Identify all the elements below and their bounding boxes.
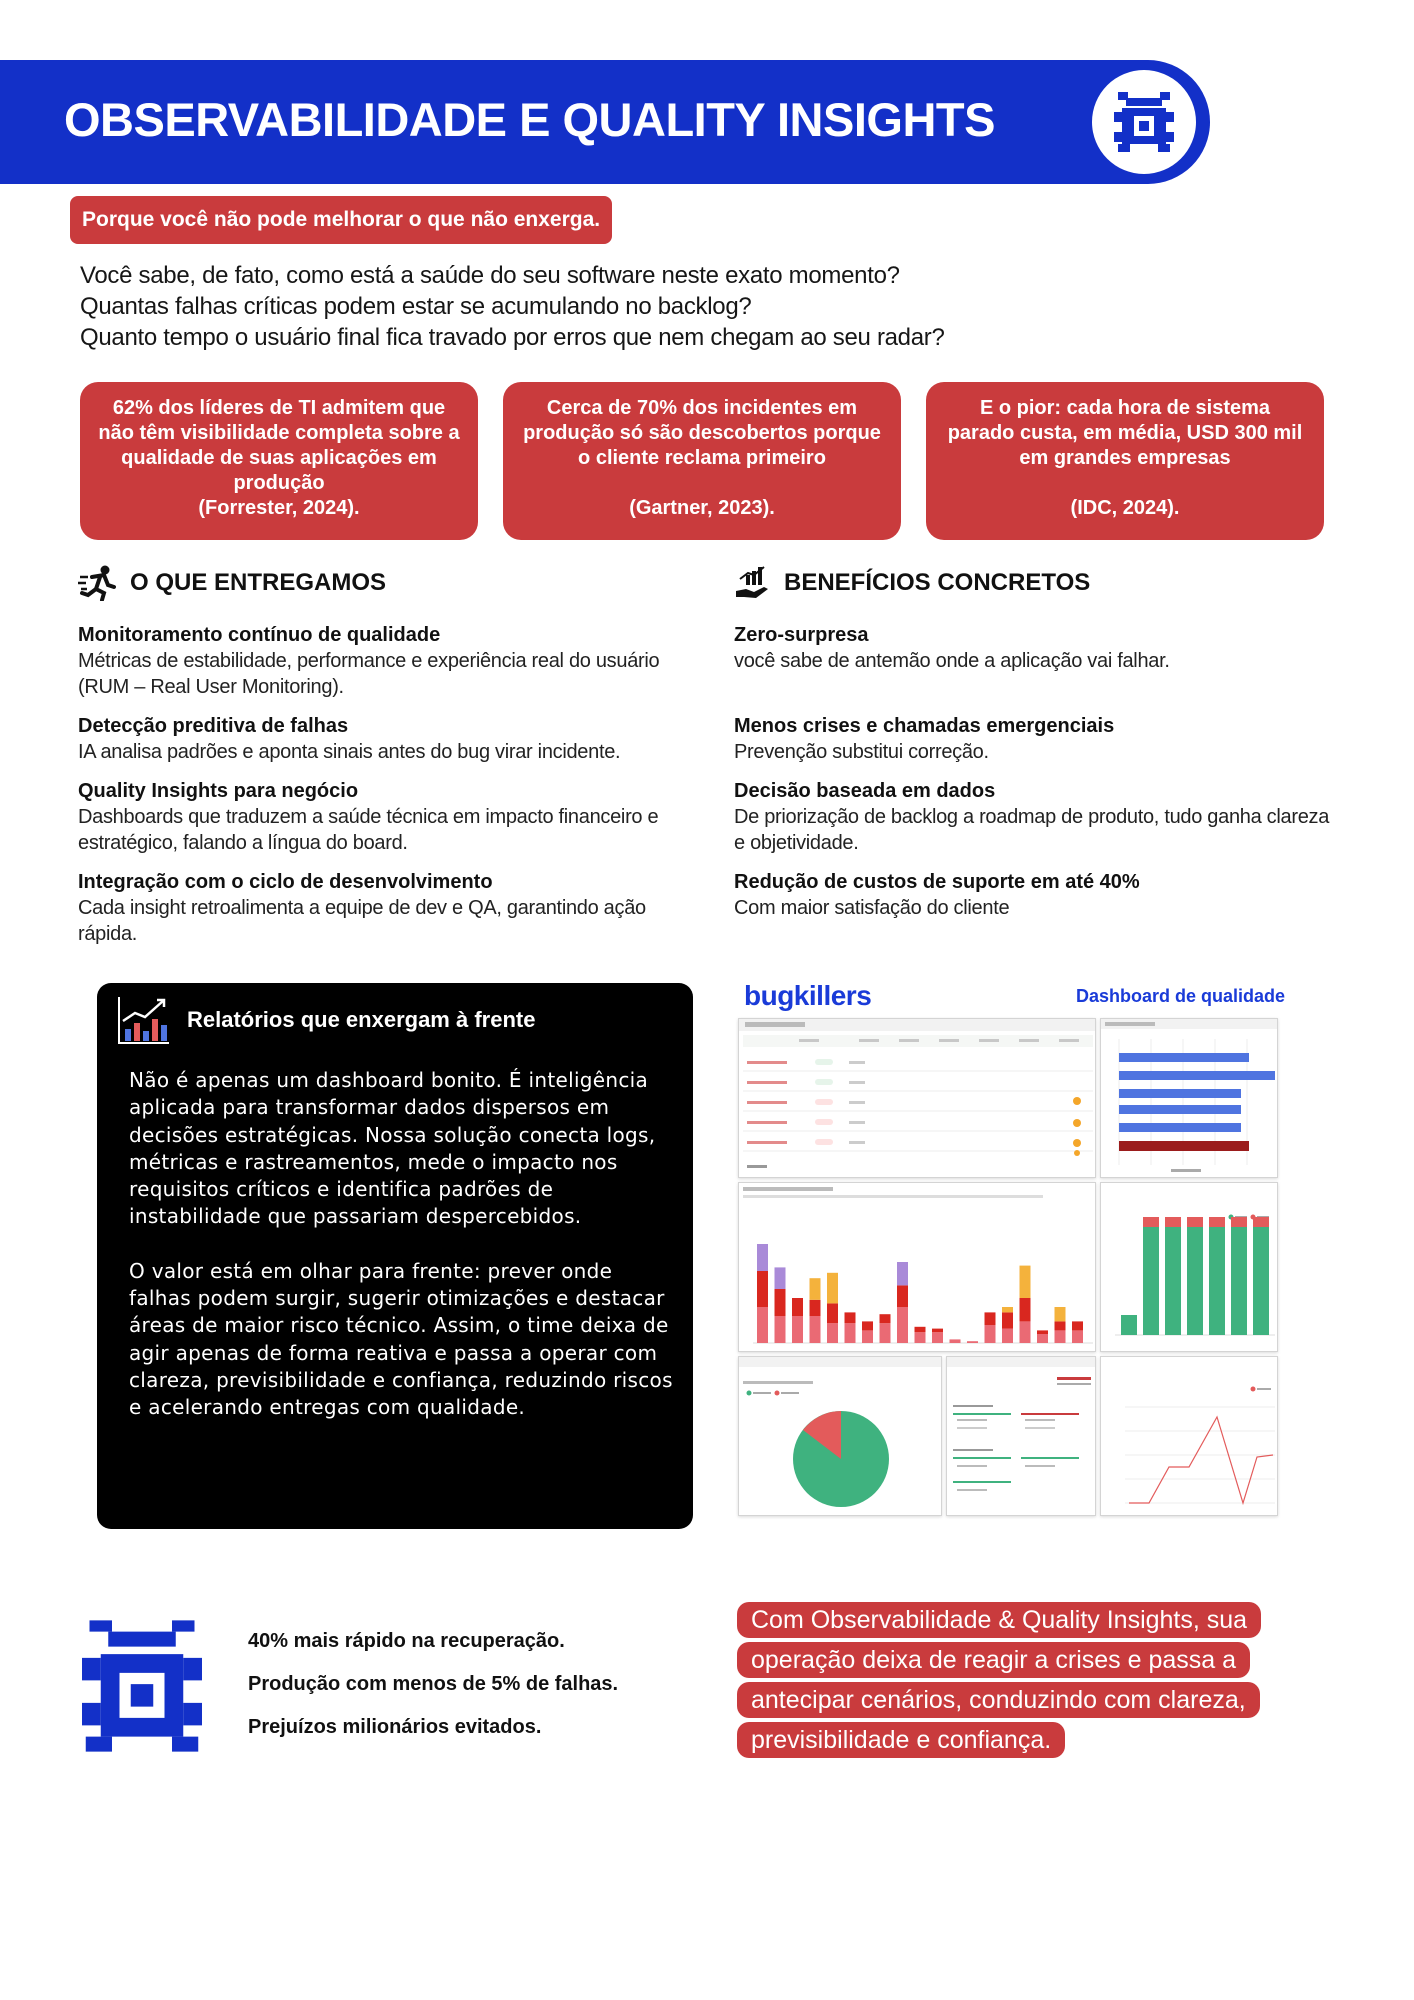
stacked-bar-segment <box>880 1323 891 1343</box>
list-item <box>734 869 1334 921</box>
stat-source: (Forrester, 2024). <box>198 497 360 519</box>
bottom-stats <box>248 1620 618 1749</box>
stacked-bar-segment <box>1037 1330 1048 1334</box>
stacked-bar-segment <box>1002 1312 1013 1328</box>
closing-statement <box>737 1600 1307 1760</box>
bottom-stat: 40% mais rápido na recuperação. <box>248 1630 565 1652</box>
stacked-bar-segment <box>810 1316 821 1343</box>
stacked-bar-segment <box>985 1312 996 1325</box>
stacked-bar-segment <box>827 1273 838 1304</box>
stacked-bars <box>757 1244 1083 1343</box>
list-item <box>734 778 1334 856</box>
page-title: OBSERVABILIDADE E QUALITY INSIGHTS <box>64 93 995 146</box>
pass-bar <box>1121 1315 1137 1335</box>
stacked-bar-segment <box>915 1332 926 1343</box>
hand-growth-icon <box>734 565 770 601</box>
stacked-bar-segment <box>827 1323 838 1343</box>
item-desc: Prevenção substitui correção. <box>734 741 989 763</box>
stacked-bar-segment <box>810 1300 821 1316</box>
benefits-heading <box>734 565 1090 601</box>
fail-bar <box>1253 1217 1269 1227</box>
stacked-bar-segment <box>932 1329 943 1333</box>
stacked-bar-segment <box>775 1289 786 1316</box>
stacked-bar-segment <box>775 1316 786 1343</box>
stacked-bar-segment <box>1055 1321 1066 1330</box>
fail-bar <box>1165 1217 1181 1227</box>
report-title: Relatórios que enxergam à frente <box>187 1007 536 1032</box>
running-person-icon <box>78 565 116 601</box>
stacked-bar-segment <box>845 1312 856 1323</box>
pass-bar <box>1209 1227 1225 1335</box>
intro-line: Quanto tempo o usuário final fica travado por erros que nem chegam ao seu radar? <box>80 324 945 351</box>
stacked-bar-segment <box>1072 1330 1083 1343</box>
item-desc: você sabe de antemão onde a aplicação vai falhar. <box>734 650 1170 672</box>
stacked-bar-segment <box>880 1314 891 1323</box>
item-desc: De priorização de backlog a roadmap de produto, tudo ganha clareza e objetividade. <box>734 806 1330 854</box>
stacked-bar-segment <box>985 1325 996 1343</box>
stat-card-forrester <box>80 382 478 540</box>
pie-thumbnail <box>739 1357 942 1516</box>
fail-bar <box>1209 1217 1225 1227</box>
stacked-bar-segment <box>897 1285 908 1307</box>
stat-text: E o pior: cada hora de sistema parado custa, em média, USD 300 mil em grandes empresas <box>947 397 1303 469</box>
stacked-bar-segment <box>915 1327 926 1332</box>
stacked-bar-segment <box>1072 1321 1083 1330</box>
stacked-bar-segment <box>1020 1298 1031 1321</box>
stacked-bar-segment <box>967 1341 978 1343</box>
closing-text: Com Observabilidade & Quality Insights, sua operação deixa de reagir a crises e passa a antecipar cenários, conduzindo com clareza, previsibilidade e confiança. <box>737 1602 1261 1758</box>
stacked-bar-segment <box>932 1332 943 1343</box>
dashboard-pie-panel <box>738 1356 942 1516</box>
item-title: Detecção preditiva de falhas <box>78 715 349 737</box>
list-item <box>734 713 1334 765</box>
dashboard-title: Dashboard de qualidade <box>1076 986 1286 1006</box>
bottom-stat: Prejuízos milionários evitados. <box>248 1716 542 1738</box>
pass-bar <box>1143 1227 1159 1335</box>
tagline-badge: Porque você não pode melhorar o que não enxerga. <box>70 196 612 244</box>
dashboard-stacked-panel <box>738 1182 1096 1352</box>
stacked-bar-segment <box>775 1267 786 1289</box>
stacked-bar-segment <box>827 1303 838 1323</box>
stacked-bar-segment <box>792 1298 803 1316</box>
brand-logo: bugkillers <box>744 980 872 1011</box>
stacked-bar-thumbnail <box>739 1183 1096 1352</box>
line-series <box>1129 1417 1273 1503</box>
item-desc: Métricas de estabilidade, performance e experiência real do usuário (RUM – Real User Monitoring). <box>78 650 660 698</box>
stat-source: (IDC, 2024). <box>1070 497 1180 519</box>
stacked-bar-segment <box>810 1278 821 1300</box>
stat-text: Cerca de 70% dos incidentes em produção só são descobertos porque o cliente reclama primeiro <box>523 397 881 469</box>
item-title: Decisão baseada em dados <box>734 780 996 802</box>
item-title: Quality Insights para negócio <box>78 780 359 802</box>
dashboard-passfail-panel <box>1100 1182 1278 1352</box>
list-item <box>78 622 678 700</box>
dashboard-table-panel <box>738 1018 1096 1178</box>
stacked-bar-segment <box>757 1307 768 1343</box>
stacked-bar-segment <box>1002 1307 1013 1312</box>
item-desc: Cada insight retroalimenta a equipe de dev e QA, garantindo ação rápida. <box>78 897 646 945</box>
stacked-bar-segment <box>897 1307 908 1343</box>
list-item <box>78 869 678 947</box>
item-title: Zero-surpresa <box>734 624 869 646</box>
stacked-bar-segment <box>1020 1321 1031 1343</box>
line-thumbnail <box>1101 1357 1278 1516</box>
report-paragraph: O valor está em olhar para frente: prever onde falhas podem surgir, sugerir otimizações e destacar áreas de maior risco técnico. Assim, o time deixa de agir apenas de forma reativa e passa a operar com clareza, previsibilidade e confiança, reduzindo riscos e acelerando entregas com qualidade. <box>129 1258 673 1420</box>
item-title: Monitoramento contínuo de qualidade <box>78 624 441 646</box>
deliver-heading-text: O QUE ENTREGAMOS <box>130 569 387 596</box>
stacked-bar-segment <box>897 1262 908 1285</box>
stacked-bar-segment <box>757 1271 768 1307</box>
stacked-bar-segment <box>845 1323 856 1343</box>
stacked-bar-segment <box>1055 1330 1066 1343</box>
fail-bar <box>1143 1217 1159 1227</box>
stacked-bar-segment <box>757 1244 768 1271</box>
pass-bar <box>1187 1227 1203 1335</box>
passfail-thumbnail <box>1101 1183 1278 1352</box>
list-thumbnail <box>947 1357 1096 1516</box>
chart-growth-icon <box>117 995 171 1045</box>
benefits-heading-text: BENEFÍCIOS CONCRETOS <box>784 569 1091 596</box>
intro-questions <box>80 260 1080 353</box>
bottom-stat: Produção com menos de 5% de falhas. <box>248 1673 619 1695</box>
item-desc: IA analisa padrões e aponta sinais antes do bug virar incidente. <box>78 741 621 763</box>
pass-bar <box>1253 1227 1269 1335</box>
fail-bar <box>1187 1217 1203 1227</box>
passfail-bars <box>1121 1217 1269 1335</box>
item-desc: Com maior satisfação do cliente <box>734 897 1010 919</box>
bug-logo-icon <box>82 1620 202 1752</box>
pass-bar <box>1165 1227 1181 1335</box>
dashboard-hbar-panel <box>1100 1018 1278 1178</box>
deliver-heading <box>78 565 386 601</box>
stacked-bar-segment <box>1002 1329 1013 1343</box>
stacked-bar-segment <box>950 1339 961 1343</box>
report-paragraph: Não é apenas um dashboard bonito. É inteligência aplicada para transformar dados dispersos em decisões estratégicas. Nossa solução conecta logs, métricas e rastreamentos, mede o impacto nos requisitos críticos e identifica padrões de instabilidade que passariam despercebidos. <box>129 1068 656 1229</box>
stat-text: 62% dos líderes de TI admitem que não têm visibilidade completa sobre a qualidade de suas aplicações em produção <box>98 397 460 494</box>
fail-bar <box>1231 1217 1247 1227</box>
list-item <box>78 778 678 856</box>
stacked-bar-segment <box>862 1330 873 1343</box>
stacked-bar-segment <box>1055 1307 1066 1321</box>
stacked-bar-segment <box>1020 1266 1031 1298</box>
list-item <box>78 713 678 765</box>
item-title: Integração com o ciclo de desenvolvimento <box>78 871 493 893</box>
header-badge <box>1092 70 1196 174</box>
dashboard-list-panel <box>946 1356 1096 1516</box>
report-panel <box>97 983 693 1529</box>
report-heading <box>117 995 535 1045</box>
pass-bar <box>1231 1227 1247 1335</box>
stacked-bar-segment <box>792 1316 803 1343</box>
dashboard-line-panel <box>1100 1356 1278 1516</box>
header-banner <box>0 60 1210 184</box>
stat-card-idc <box>926 382 1324 540</box>
item-title: Menos crises e chamadas emergenciais <box>734 715 1115 737</box>
item-title: Redução de custos de suporte em até 40% <box>734 871 1140 893</box>
report-body <box>129 1067 679 1449</box>
intro-line: Você sabe, de fato, como está a saúde do seu software neste exato momento? <box>80 262 900 289</box>
table-thumbnail <box>739 1019 1096 1178</box>
stat-card-gartner <box>503 382 901 540</box>
stacked-bar-segment <box>1037 1334 1048 1343</box>
stacked-bar-segment <box>862 1321 873 1330</box>
intro-line: Quantas falhas críticas podem estar se acumulando no backlog? <box>80 293 752 320</box>
list-item <box>734 622 1334 674</box>
bug-icon <box>1112 90 1176 154</box>
stat-source: (Gartner, 2023). <box>629 497 775 519</box>
item-desc: Dashboards que traduzem a saúde técnica em impacto financeiro e estratégico, falando a língua do board. <box>78 806 659 854</box>
hbar-thumbnail <box>1101 1019 1278 1178</box>
